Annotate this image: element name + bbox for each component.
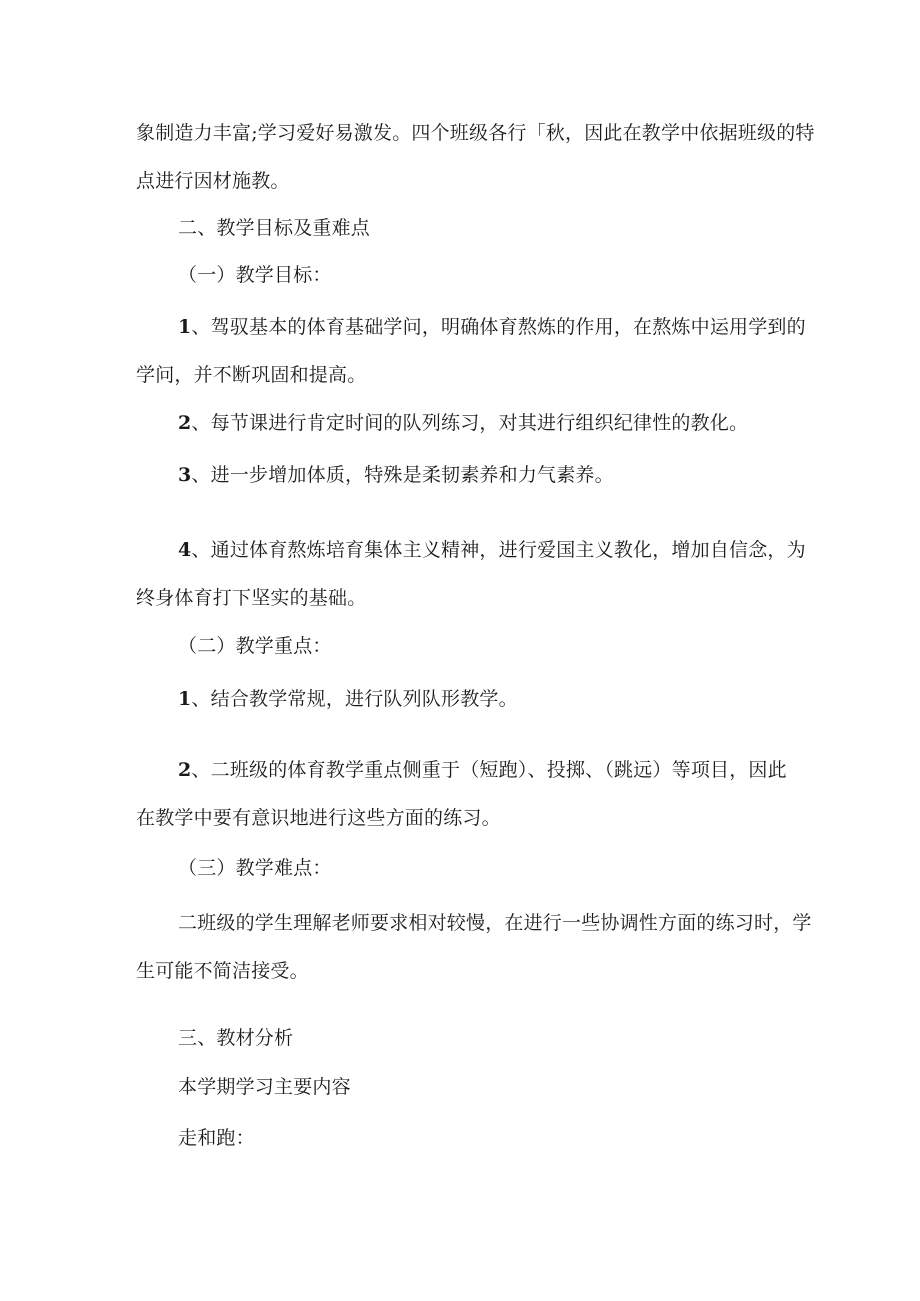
paragraph-text: 生可能不简洁接受。 (136, 960, 309, 982)
subsection-heading (178, 262, 332, 288)
list-item (178, 462, 614, 488)
paragraph-text: 二班级的学生理解老师要求相对较慢，在进行一些协调性方面的练习时，学 (178, 912, 812, 934)
list-item-number: 4 (178, 539, 192, 561)
list-item (178, 410, 748, 436)
paragraph-line (136, 362, 366, 388)
paragraph-line (178, 1125, 255, 1151)
paragraph-text: 走和跑： (178, 1127, 255, 1149)
list-item (178, 537, 806, 563)
list-item-number: 1 (178, 316, 192, 338)
paragraph-line (136, 805, 501, 831)
paragraph-text: 象制造力丰富;学习爱好易激发。四个班级各行「秋，因此在教学中依据班级的特 (136, 122, 815, 144)
paragraph-line (178, 910, 812, 936)
subsection-heading-text: （二）教学重点： (178, 635, 332, 657)
list-item (178, 314, 806, 340)
list-item-text: 、进一步增加体质，特殊是柔韧素养和力气素养。 (191, 464, 614, 486)
paragraph-text: 本学期学习主要内容 (178, 1076, 351, 1098)
section-heading-text: 二、教学目标及重难点 (178, 217, 371, 239)
paragraph-line (136, 958, 309, 984)
subsection-heading-text: （一）教学目标： (178, 264, 332, 286)
list-item (178, 686, 518, 712)
list-item-number: 2 (178, 759, 192, 781)
paragraph-text: 在教学中要有意识地进行这些方面的练习。 (136, 807, 501, 829)
subsection-heading (178, 855, 332, 881)
list-item-text: 、二班级的体育教学重点侧重于（短跑）、投掷、（跳远）等项目，因此 (191, 759, 787, 781)
subsection-heading-text: （三）教学难点： (178, 857, 332, 879)
list-item (178, 757, 787, 783)
list-item-text: 、通过体育熬炼培育集体主义精神，进行爱国主义教化，增加自信念，为 (191, 539, 806, 561)
subsection-heading (178, 633, 332, 659)
list-item-number: 1 (178, 688, 192, 710)
section-heading (178, 215, 370, 241)
paragraph-line (136, 585, 366, 611)
list-item-number: 3 (178, 464, 192, 486)
section-heading-text: 三、教材分析 (178, 1027, 294, 1049)
paragraph-line (136, 120, 815, 146)
paragraph-line (136, 168, 290, 194)
paragraph-text: 终身体育打下坚实的基础。 (136, 587, 367, 609)
list-item-text: 、结合教学常规，进行队列队形教学。 (191, 688, 518, 710)
list-item-text: 、驾驭基本的体育基础学问，明确体育熬炼的作用，在熬炼中运用学到的 (191, 316, 806, 338)
paragraph-line (178, 1074, 351, 1100)
paragraph-text: 点进行因材施教。 (136, 170, 290, 192)
list-item-text: 、每节课进行肯定时间的队列练习，对其进行组织纪律性的教化。 (191, 412, 749, 434)
section-heading (178, 1025, 293, 1051)
paragraph-text: 学问，并不断巩固和提高。 (136, 364, 367, 386)
list-item-number: 2 (178, 412, 192, 434)
